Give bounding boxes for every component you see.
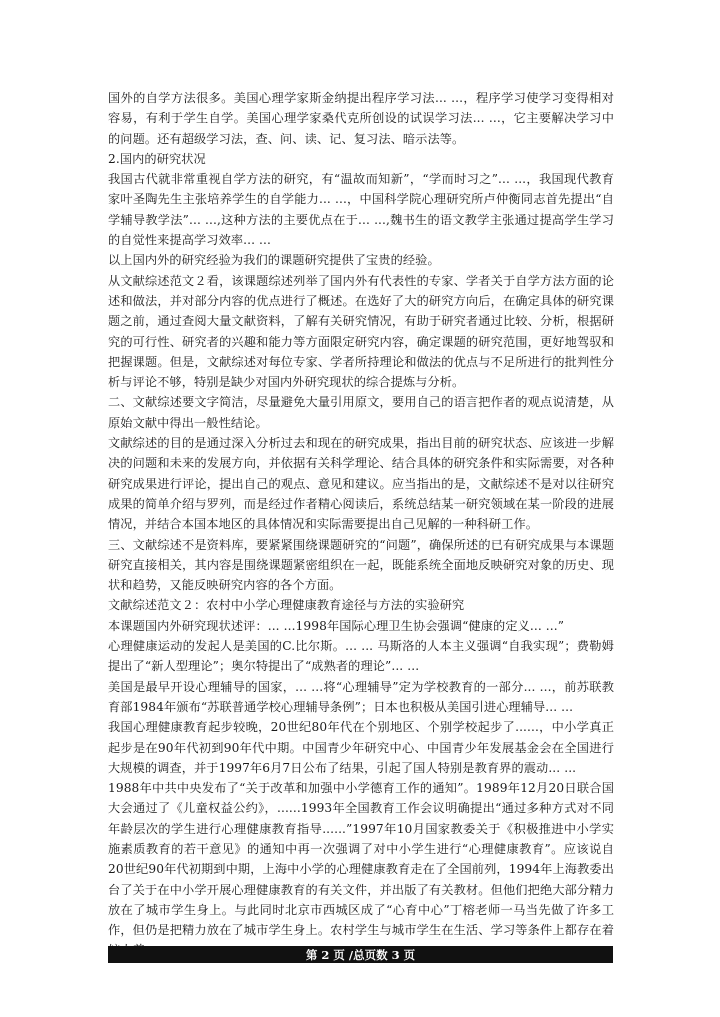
paragraph: 我国古代就非常重视自学方法的研究，有“温故而知新”，“学而时习之”... ...，我国现代教育家叶圣陶先生主张培养学生的自学能力... ...，中国科学院心理研究所卢仲衡同志首先提出“自学辅导教学法”... ...,这种方法的主要优点在于... ...,魏书生的语文教学主张通过提高学生学习的自觉性来提高学习效率... ... [108, 172, 614, 248]
paragraph: 心理健康运动的发起人是美国的C.比尔斯。... ... 马斯洛的人本主义强调“自我实现”；费勒姆提出了“新人型理论”；奥尔特提出了“成熟者的理论”... ... [108, 639, 614, 674]
paragraph: 国外的自学方法很多。美国心理学家斯金纳提出程序学习法... ...，程序学习使学习变得相对容易，有利于学生自学。美国心理学家桑代克所创设的试误学习法... ...，它主要解决学习中的问题。还有超级学习法，查、问、读、记、复习法、暗示法等。 [108, 91, 614, 146]
page-footer [108, 946, 613, 963]
paragraph: 本课题国内外研究现状述评：... ...1998年国际心理卫生协会强调“健康的定义... ...” [108, 618, 565, 633]
paragraph: 我国心理健康教育起步较晚，20世纪80年代在个别地区、个别学校起步了......，中小学真正起步是在90年代初到90年代中期。中国青少年研究中心、中国青少年发展基金会在全国进行大规模的调查，并于1997年6月7日公布了结果，引起了国人特别是教育界的震动... ... [108, 720, 614, 775]
paragraph: 二、文献综述要文字简洁，尽量避免大量引用原文，要用自己的语言把作者的观点说清楚，从原始文献中得出一般性结论。 [108, 395, 614, 430]
page-number-label: 第 2 页 /总页数 3 页 [305, 947, 416, 962]
paragraph: 从文献综述范文２看，该课题综述列举了国内外有代表性的专家、学者关于自学方法方面的论述和做法，并对部分内容的优点进行了概述。在选好了大的研究方向后，在确定具体的研究课题之前，通过查阅大量文献资料，了解有关研究情况，有助于研究者通过比较、分析，根据研究的可行性、研究者的兴趣和能力等方面限定研究内容，确定课题的研究范围，更好地驾驭和把握课题。但是，文献综述对每位专家、学者所持理论和做法的优点与不足所进行的批判性分析与评论不够，特别是缺少对国内外研究现状的综合提炼与分析。 [108, 273, 614, 390]
paragraph: 美国是最早开设心理辅导的国家，... ...将“心理辅导”定为学校教育的一部分... ...，前苏联教育部1984年颁布“苏联普通学校心理辅导条例”；日本也积极从美国引进心理辅导... ... [108, 679, 614, 714]
paragraph: 1988年中共中央发布了“关于改革和加强中小学德育工作的通知”。1989年12月20日联合国大会通过了《儿童权益公约》，......1993年全国教育工作会议明确提出“通过多种方式对不同年龄层次的学生进行心理健康教育指导......”1997年10月国家教委关于《积极推进中小学实施素质教育的若干意见》的通知中再一次强调了对中小学生进行“心理健康教育”。应该说自20世纪90年代初期到中期，上海中小学的心理健康教育走在了全国前列，1994年上海教委出台了关于在中小学开展心理健康教育的有关文件，并出版了有关教材。但他们把绝大部分精力放在了城市学生身上。与此同时北京市西城区成了“心育中心”丁榕老师一马当先做了许多工作，但仍是把精力放在了城市学生身上。农村学生与城市学生在生活、学习等条件上都存在着 [108, 781, 614, 938]
paragraph: 文献综述范文２：农村中小学心理健康教育途径与方法的实验研究 [108, 598, 465, 613]
section-heading: 2.国内的研究状况 [108, 151, 206, 166]
document-body [108, 88, 614, 961]
paragraph: 三、文献综述不是资料库，要紧紧围绕课题研究的“问题”，确保所述的已有研究成果与本课题研究直接相关，其内容是围绕课题紧密组织在一起，既能系统全面地反映研究对象的历史、现状和趋势，又能反映研究内容的各个方面。 [108, 537, 614, 593]
paragraph: 以上国内外的研究经验为我们的课题研究提供了宝贵的经验。 [108, 253, 440, 268]
paragraph: 文献综述的目的是通过深入分析过去和现在的研究成果，指出目前的研究状态、应该进一步解决的问题和未来的发展方向，并依据有关科学理论、结合具体的研究条件和实际需要，对各种研究成果进行评论，提出自己的观点、意见和建议。应当指出的是，文献综述不是对以往研究成果的简单介绍与罗列，而是经过作者精心阅读后，系统总结某一研究领域在某一阶段的进展情况，并结合本国本地区的具体情况和实际需要提出自己见解的一种科研工作。 [108, 436, 614, 532]
